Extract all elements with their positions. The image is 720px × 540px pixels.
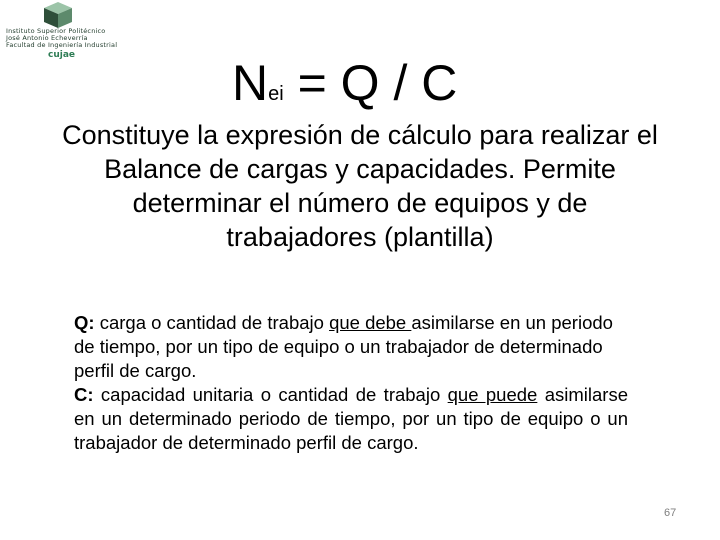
definition-term: Q: [74,312,95,333]
logo-brand: cujae [48,50,76,60]
definition-q [74,311,628,383]
definition-text: capacidad unitaria o cantidad de trabajo [93,384,448,405]
page-number: 67 [664,507,677,519]
main-statement: Constituye la expresión de cálculo para realizar el Balance de cargas y capacidades. Permite determinar el número de equipos y de trabajadores (plantilla) [62,120,658,252]
logo-line: Facultad de Ingeniería Industrial [6,41,118,49]
institution-logo [6,2,146,60]
definition-underlined: que debe [329,312,412,333]
logo-text [6,28,146,49]
definition-text: asimilarse en un periodo de tiempo, por un tipo de equipo o un trabajador de determinado perfil de cargo. [74,312,613,381]
formula-rest: = Q / C [283,55,458,111]
definition-text: carga o cantidad de trabajo [94,312,330,333]
logo-line: Instituto Superior Politécnico [6,27,106,35]
definition-c [74,383,628,455]
formula-base: N [232,55,269,111]
formula-title [232,55,457,122]
formula-subscript: ei [268,83,284,105]
logo-line: José Antonio Echeverría [6,34,88,42]
definition-text: asimilarse en un determinado periodo de tiempo, por un tipo de equipo o un trabajador de determinado perfil de cargo. [74,384,628,453]
definition-term: C: [74,384,94,405]
cube-logo-icon [42,2,74,28]
definition-underlined: que puede [447,384,538,405]
definitions-block [74,311,628,455]
